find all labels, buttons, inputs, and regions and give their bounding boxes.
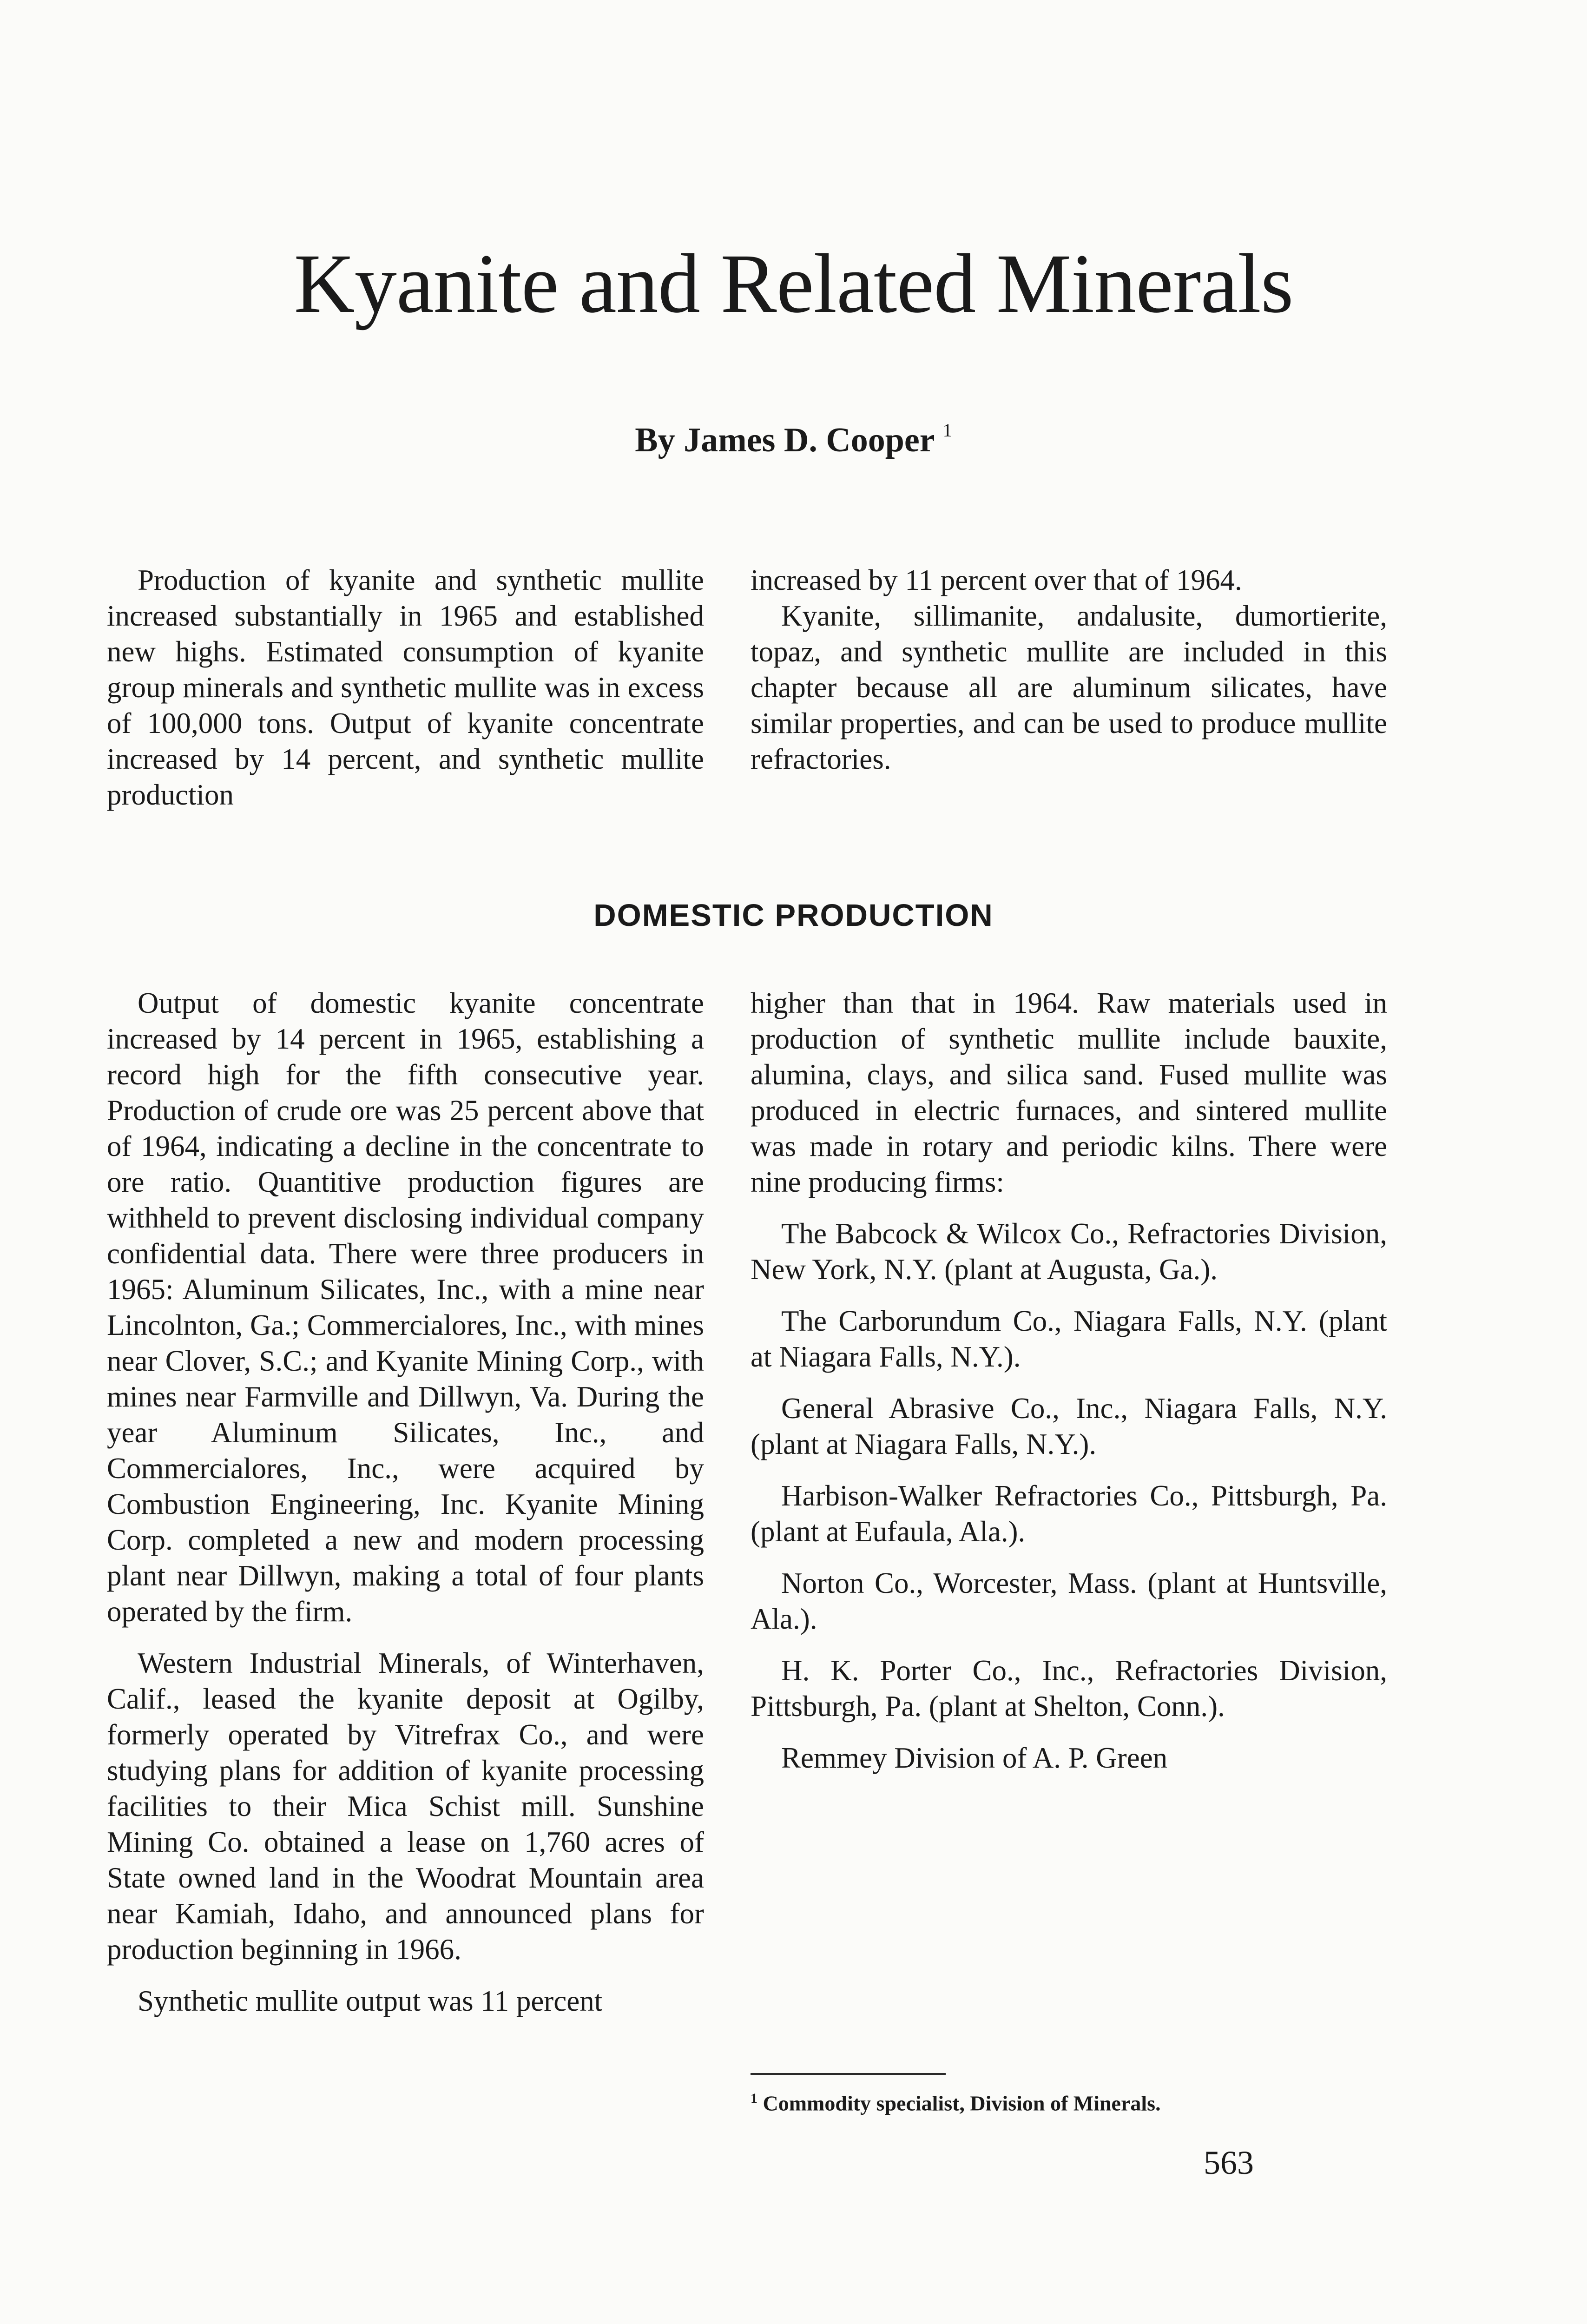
page-title: Kyanite and Related Minerals	[294, 237, 1293, 330]
intro-paragraph: Production of kyanite and synthetic mullite increased substantially in 1965 and established new highs. Estimated consumption of kyanite group minerals and synthetic mullite was in excess of 100,000 tons. Output of kyanite concentrate increased by 14 percent, and synthetic mullite production	[107, 564, 704, 811]
intro-left-column	[107, 562, 704, 829]
footnote-text: Commodity specialist, Division of Minerals.	[763, 2091, 1161, 2115]
author-footnote-mark: 1	[942, 420, 952, 441]
intro-right-column	[751, 562, 1387, 793]
producing-firms-list	[751, 1216, 1387, 1776]
footnote-mark: 1	[751, 2091, 757, 2106]
list-item: General Abrasive Co., Inc., Niagara Falls, N.Y. (plant at Niagara Falls, N.Y.).	[751, 1392, 1387, 1460]
domestic-right-column	[751, 985, 1387, 1792]
domestic-paragraph: Western Industrial Minerals, of Winterhaven, Calif., leased the kyanite deposit at Ogilby, formerly operated by Vitrefrax Co., and were studying plans for addition of kyanite processing facilities to their Mica Schist mill. Sunshine Mining Co. obtained a lease on 1,760 acres of State owned land in the Woodrat Mountain area near Kamiah, Idaho, and announced plans for production beginning in 1966.	[107, 1647, 704, 1966]
list-item: Harbison-Walker Refractories Co., Pittsburgh, Pa. (plant at Eufaula, Ala.).	[751, 1479, 1387, 1548]
domestic-paragraph-continuation: higher than that in 1964. Raw materials used in production of synthetic mullite include bauxite, alumina, clays, and silica sand. Fused mullite was produced in electric furnaces, and sintered mullite was made in rotary and periodic kilns. There were nine producing firms:	[751, 987, 1387, 1198]
intro-paragraph-continuation: increased by 11 percent over that of 1964.	[751, 564, 1242, 596]
domestic-left-column	[107, 985, 704, 2035]
intro-paragraph-minerals: Kyanite, sillimanite, andalusite, dumortierite, topaz, and synthetic mullite are included in this chapter because all are aluminum silicates, have similar properties, and can be used to produce mullite refractories.	[751, 600, 1387, 775]
list-item: The Babcock & Wilcox Co., Refractories Division, New York, N.Y. (plant at Augusta, Ga.).	[751, 1217, 1387, 1286]
footnote	[751, 2082, 1387, 2119]
page-number: 563	[1204, 2144, 1254, 2181]
author-name: By James D. Cooper	[635, 421, 935, 459]
list-item: The Carborundum Co., Niagara Falls, N.Y. (plant at Niagara Falls, N.Y.).	[751, 1305, 1387, 1373]
list-item: Remmey Division of A. P. Green	[781, 1742, 1168, 1774]
section-heading: DOMESTIC PRODUCTION	[593, 898, 994, 933]
list-item: Norton Co., Worcester, Mass. (plant at Huntsville, Ala.).	[751, 1567, 1387, 1635]
domestic-paragraph: Synthetic mullite output was 11 percent	[138, 1985, 603, 2017]
list-item: H. K. Porter Co., Inc., Refractories Division, Pittsburgh, Pa. (plant at Shelton, Conn.).	[751, 1654, 1387, 1723]
author-byline	[0, 420, 1587, 459]
footnote-divider	[751, 2073, 946, 2075]
domestic-paragraph: Output of domestic kyanite concentrate increased by 14 percent in 1965, establishing a record high for the fifth consecutive year. Production of crude ore was 25 percent above that of 1964, indicating a decline in the concentrate to ore ratio. Quantitive production figures are withheld to prevent disclosing individual company confidential data. There were three producers in 1965: Aluminum Silicates, Inc., with a mine near Lincolnton, Ga.; Commercialores, Inc., with mines near Clover, S.C.; and Kyanite Mining Corp., with mines near Farmville and Dillwyn, Va. During the year Aluminum Silicates, Inc., and Commercialores, Inc., were acquired by Combustion Engineering, Inc. Kyanite Mining Corp. completed a new and modern processing plant near Dillwyn, making a total of four plants operated by the firm.	[107, 987, 704, 1628]
